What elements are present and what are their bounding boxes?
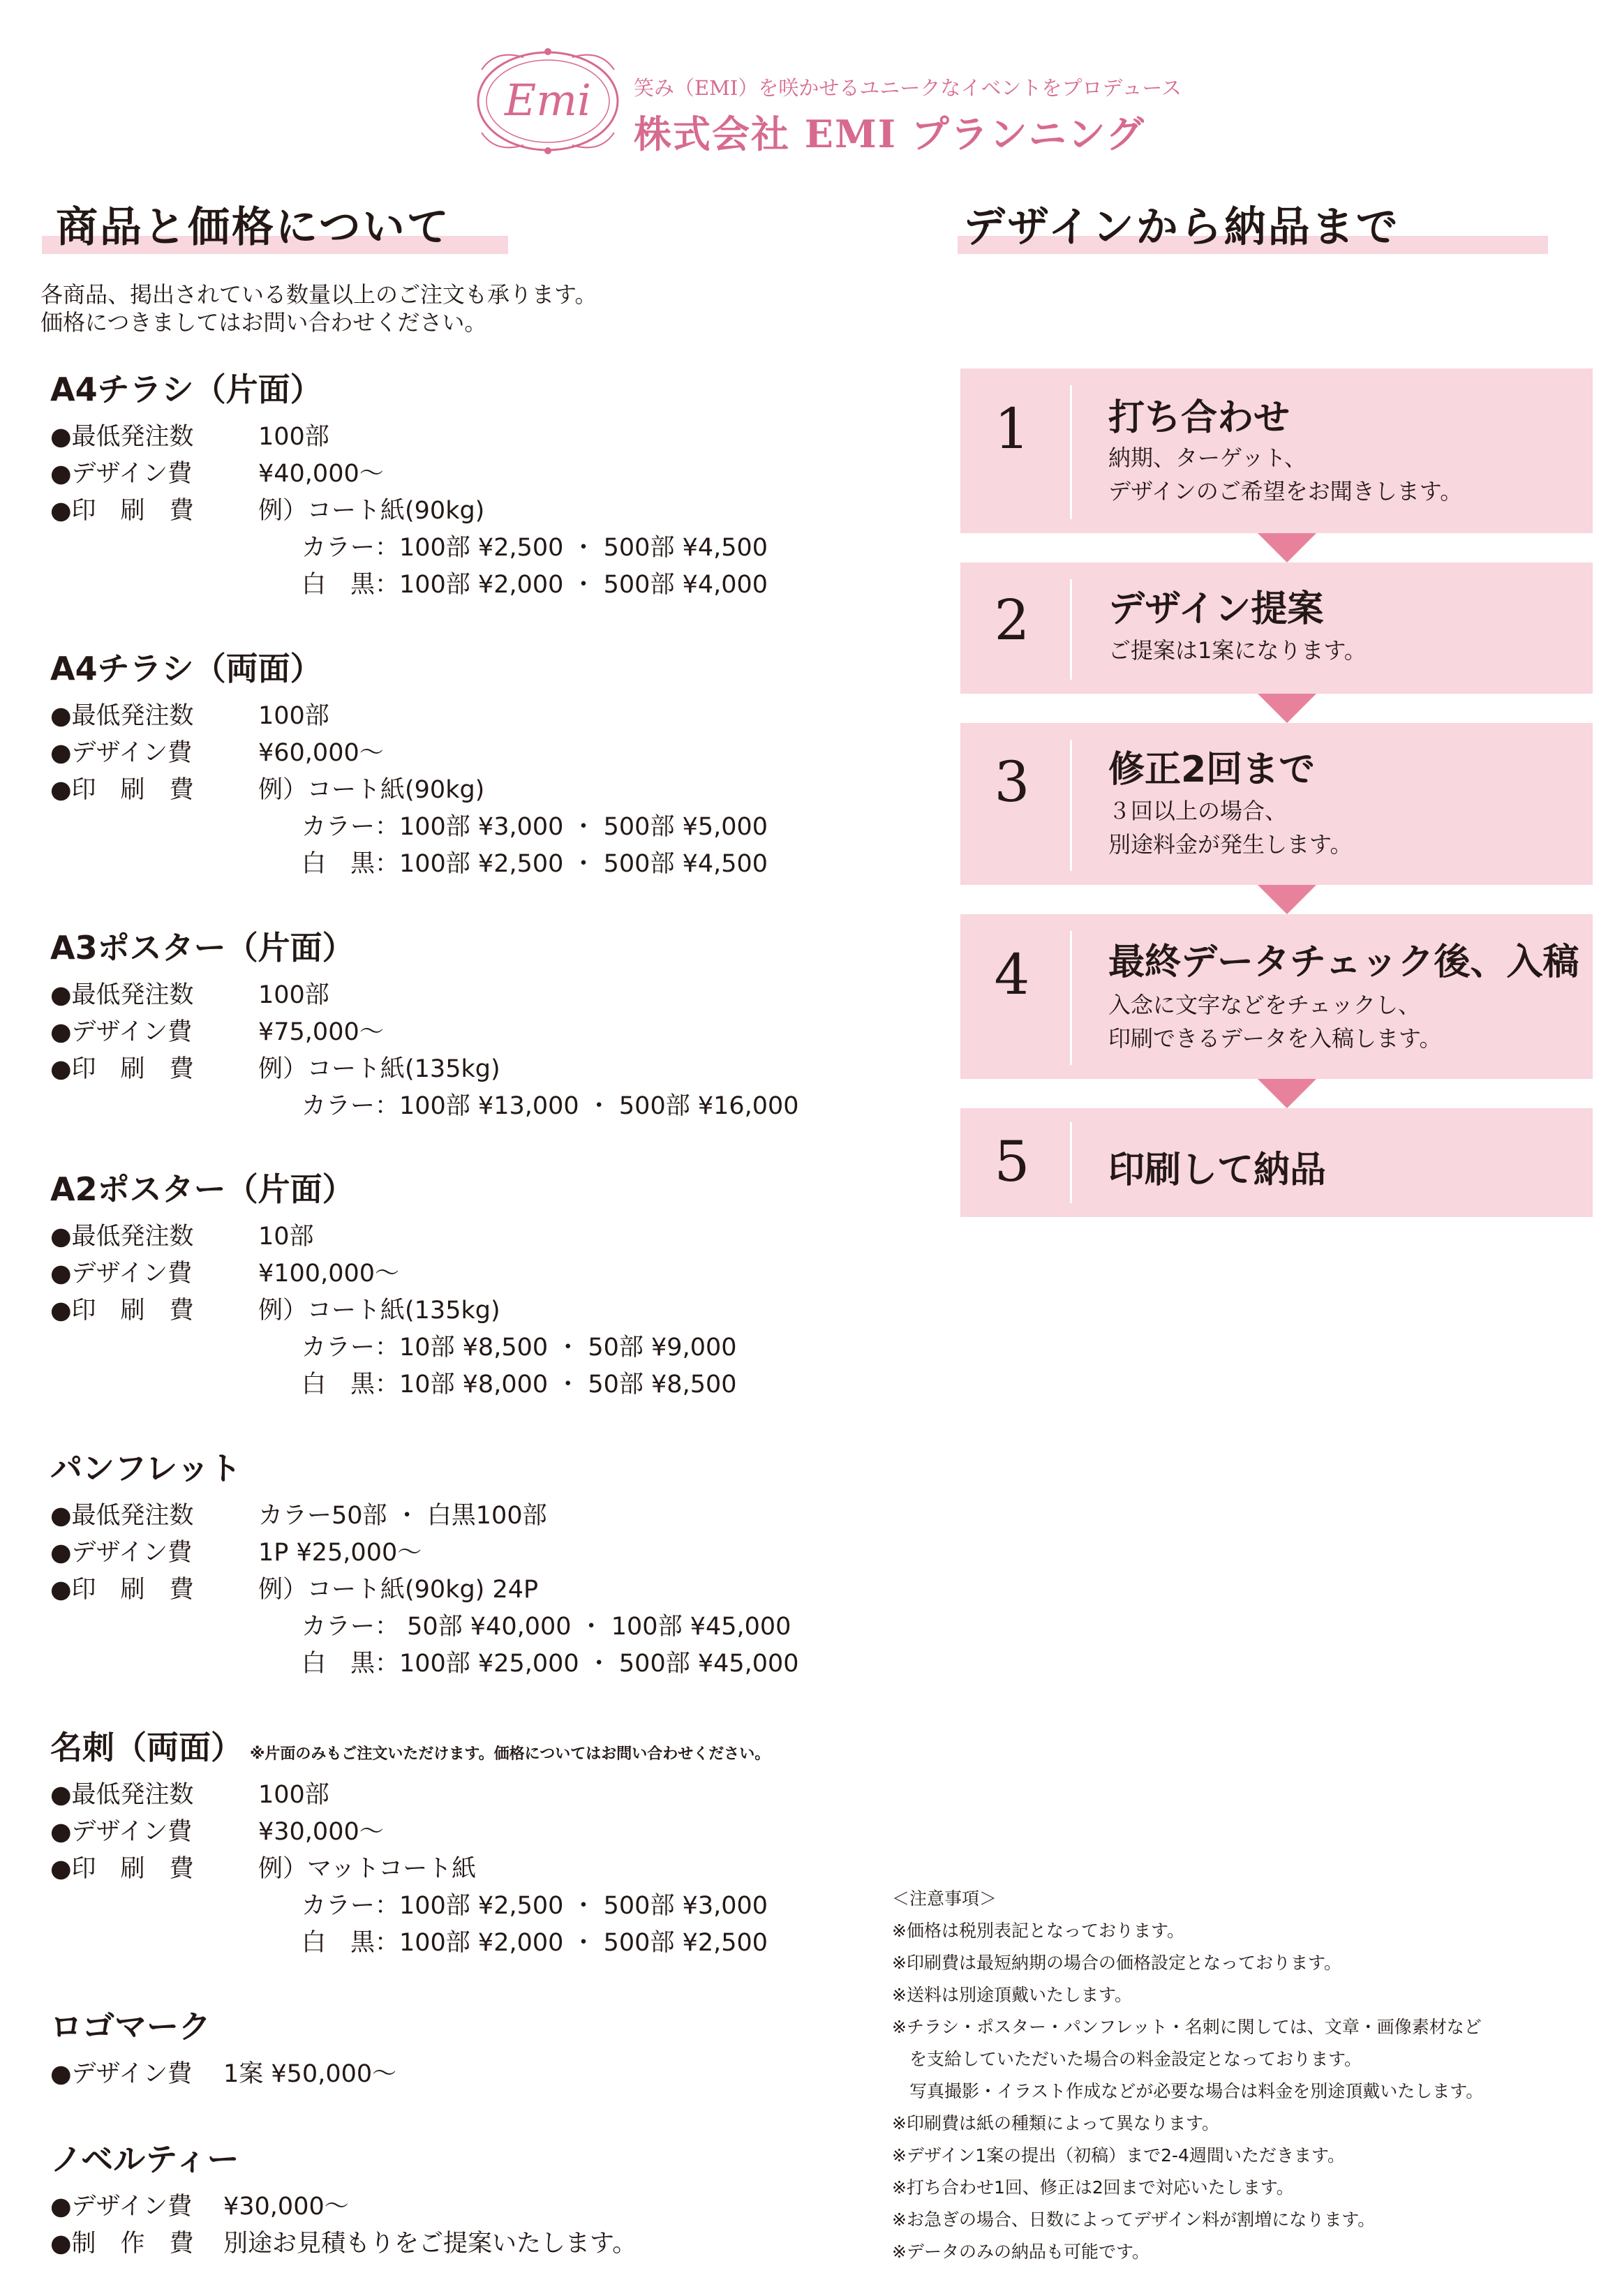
flow-arrow	[1258, 1079, 1316, 1108]
intro-line: 各商品、掲出されている数量以上のご注文も承ります。	[40, 281, 597, 308]
left-section-title: 商品と価格について	[56, 203, 451, 252]
step-divider	[1070, 740, 1072, 871]
row-label: ●最低発注数	[50, 981, 194, 1009]
notes-block	[892, 1883, 1483, 2268]
row-value: 100部	[258, 423, 329, 451]
row-label: ●印 刷 費	[50, 1855, 194, 1883]
row-value: 別途お見積もりをご提案いたします。	[223, 2230, 637, 2258]
step-desc-line: ご提案は1案になります。	[1108, 637, 1367, 664]
row-value: 例）コート紙(135kg)	[258, 1297, 500, 1325]
row-label: ●デザイン費	[50, 1260, 193, 1288]
product-novelty	[50, 2134, 846, 2263]
row-label: ●デザイン費	[50, 2193, 193, 2221]
flow-step-5	[960, 1108, 1593, 1217]
step-divider	[1070, 385, 1072, 519]
row-label: ●デザイン費	[50, 2060, 193, 2088]
note-line: を支給していただいた場合の料金設定となっております。	[892, 2049, 1362, 2069]
flow-arrow	[1258, 885, 1316, 914]
right-section-title: デザインから納品まで	[963, 203, 1400, 252]
row-value: 1P ¥25,000〜	[258, 1539, 422, 1567]
row-value: カラー： 50部 ¥40,000 ・ 100部 ¥45,000	[302, 1613, 791, 1641]
step-number: 4	[994, 942, 1030, 1007]
row-value: 例）マットコート紙	[258, 1855, 477, 1883]
row-label: ●最低発注数	[50, 1781, 194, 1809]
row-value: カラー：100部 ¥3,000 ・ 500部 ¥5,000	[302, 813, 768, 841]
row-value: 白 黒：10部 ¥8,000 ・ 50部 ¥8,500	[302, 1371, 737, 1399]
row-value: ¥60,000〜	[258, 739, 384, 767]
step-desc-line: 入念に文字などをチェックし、	[1108, 992, 1421, 1018]
step-desc-line: 印刷できるデータを入稿します。	[1108, 1025, 1442, 1052]
row-value: 白 黒：100部 ¥2,500 ・ 500部 ¥4,500	[302, 850, 768, 878]
flow-step-1	[960, 368, 1593, 533]
row-label: ●デザイン費	[50, 1018, 193, 1046]
step-description	[1108, 794, 1352, 861]
step-number: 5	[994, 1129, 1030, 1194]
step-divider	[1070, 931, 1072, 1065]
note-line: ※印刷費は最短納期の場合の価格設定となっております。	[892, 1953, 1341, 1973]
logo-text: Emi	[505, 75, 591, 126]
note-line: ※送料は別途頂戴いたします。	[892, 1985, 1132, 2005]
product-title: A4チラシ（両面）	[50, 650, 322, 687]
note-line: ※データのみの納品も可能です。	[892, 2242, 1149, 2262]
row-label: ●制 作 費	[50, 2230, 194, 2258]
product-a4-double	[50, 643, 846, 883]
product-business-card	[50, 1722, 846, 1962]
product-title: A3ポスター（片面）	[50, 929, 355, 967]
step-number: 3	[994, 750, 1030, 814]
product-note: ※片面のみもご注文いただけます。価格についてはお問い合わせください。	[250, 1745, 771, 1763]
product-pamphlet	[50, 1443, 846, 1683]
product-title: ロゴマーク	[50, 2008, 211, 2045]
row-value: カラー：100部 ¥13,000 ・ 500部 ¥16,000	[302, 1092, 799, 1120]
step-title: デザイン提案	[1108, 588, 1324, 630]
step-number: 2	[994, 588, 1030, 653]
intro-text	[40, 281, 597, 336]
product-title: A4チラシ（片面）	[50, 371, 322, 408]
step-desc-line: デザインのご希望をお聞きします。	[1108, 478, 1463, 505]
row-value: 1案 ¥50,000〜	[223, 2060, 397, 2088]
note-line: ※印刷費は紙の種類によって異なります。	[892, 2113, 1219, 2133]
step-title: 修正2回まで	[1108, 749, 1316, 791]
note-line: 写真撮影・イラスト作成などが必要な場合は料金を別途頂戴いたします。	[892, 2081, 1484, 2101]
row-value: 100部	[258, 1781, 329, 1809]
row-label: ●デザイン費	[50, 1818, 193, 1846]
step-divider	[1070, 1122, 1072, 1203]
row-value: ¥100,000〜	[258, 1260, 400, 1288]
row-value: 例）コート紙(90kg)	[258, 497, 485, 525]
note-line: ※打ち合わせ1回、修正は2回まで対応いたします。	[892, 2177, 1294, 2198]
step-description	[1108, 634, 1367, 667]
row-value: 例）コート紙(90kg)	[258, 776, 485, 804]
row-label: ●印 刷 費	[50, 1576, 194, 1604]
row-value: 白 黒：100部 ¥2,000 ・ 500部 ¥2,500	[302, 1929, 768, 1957]
row-label: ●印 刷 費	[50, 497, 194, 525]
row-value: 白 黒：100部 ¥2,000 ・ 500部 ¥4,000	[302, 571, 768, 599]
row-label: ●印 刷 費	[50, 776, 194, 804]
notes-heading: ＜注意事項＞	[892, 1888, 997, 1909]
step-desc-line: 別途料金が発生します。	[1108, 831, 1353, 858]
product-title: パンフレット	[50, 1449, 241, 1487]
step-divider	[1070, 579, 1072, 680]
row-value: ¥75,000〜	[258, 1018, 384, 1046]
flow-step-4	[960, 914, 1593, 1079]
product-a2-poster	[50, 1164, 846, 1403]
note-line: ※デザイン1案の提出（初稿）まで2-4週間いただきます。	[892, 2145, 1345, 2165]
product-a4-single	[50, 364, 846, 604]
product-a3-poster	[50, 923, 846, 1125]
row-value: 例）コート紙(90kg) 24P	[258, 1576, 539, 1604]
row-label: ●デザイン費	[50, 739, 193, 767]
tagline: 笑み（EMI）を咲かせるユニークなイベントをプロデュース	[634, 76, 1182, 100]
flow-step-3	[960, 723, 1593, 885]
step-title: 印刷して納品	[1108, 1149, 1327, 1191]
row-value: カラー50部 ・ 白黒100部	[258, 1502, 547, 1530]
note-line: ※お急ぎの場合、日数によってデザイン料が割増になります。	[892, 2209, 1376, 2230]
row-value: カラー：100部 ¥2,500 ・ 500部 ¥3,000	[302, 1892, 768, 1920]
row-label: ●最低発注数	[50, 1502, 194, 1530]
product-title: ノベルティー	[50, 2140, 239, 2178]
row-value: カラー：100部 ¥2,500 ・ 500部 ¥4,500	[302, 534, 768, 562]
step-description	[1108, 441, 1462, 508]
row-label: ●最低発注数	[50, 423, 194, 451]
row-value: 例）コート紙(135kg)	[258, 1055, 500, 1083]
row-label: ●デザイン費	[50, 1539, 193, 1567]
row-value: ¥30,000〜	[223, 2193, 349, 2221]
row-value: 白 黒：100部 ¥25,000 ・ 500部 ¥45,000	[302, 1650, 799, 1678]
row-label: ●デザイン費	[50, 460, 193, 488]
flow-arrow	[1258, 694, 1316, 723]
step-title: 最終データチェック後、入稿	[1108, 941, 1579, 983]
row-label: ●印 刷 費	[50, 1055, 194, 1083]
note-line: ※価格は税別表記となっております。	[892, 1921, 1184, 1941]
row-value: ¥40,000〜	[258, 460, 384, 488]
step-description	[1108, 988, 1441, 1055]
step-desc-line: ３回以上の場合、	[1108, 798, 1288, 824]
row-value: カラー：10部 ¥8,500 ・ 50部 ¥9,000	[302, 1334, 737, 1362]
flow-step-2	[960, 562, 1593, 694]
row-value: 100部	[258, 981, 329, 1009]
row-label: ●最低発注数	[50, 1223, 194, 1251]
product-logo-mark	[50, 2001, 846, 2093]
flow-arrow	[1258, 533, 1316, 562]
step-number: 1	[994, 396, 1030, 461]
row-value: ¥30,000〜	[258, 1818, 384, 1846]
company-logo	[468, 42, 628, 161]
step-desc-line: 納期、ターゲット、	[1108, 445, 1307, 471]
company-name: 株式会社 EMI プランニング	[634, 112, 1145, 156]
intro-line: 価格につきましてはお問い合わせください。	[40, 309, 487, 336]
product-title: A2ポスター（片面）	[50, 1170, 355, 1208]
row-label: ●最低発注数	[50, 702, 194, 730]
note-line: ※チラシ・ポスター・パンフレット・名刺に関しては、文章・画像素材など	[892, 2017, 1482, 2037]
step-title: 打ち合わせ	[1108, 397, 1290, 439]
product-title: 名刺（両面）	[50, 1729, 243, 1766]
row-value: 10部	[258, 1223, 314, 1251]
row-value: 100部	[258, 702, 329, 730]
row-label: ●印 刷 費	[50, 1297, 194, 1325]
